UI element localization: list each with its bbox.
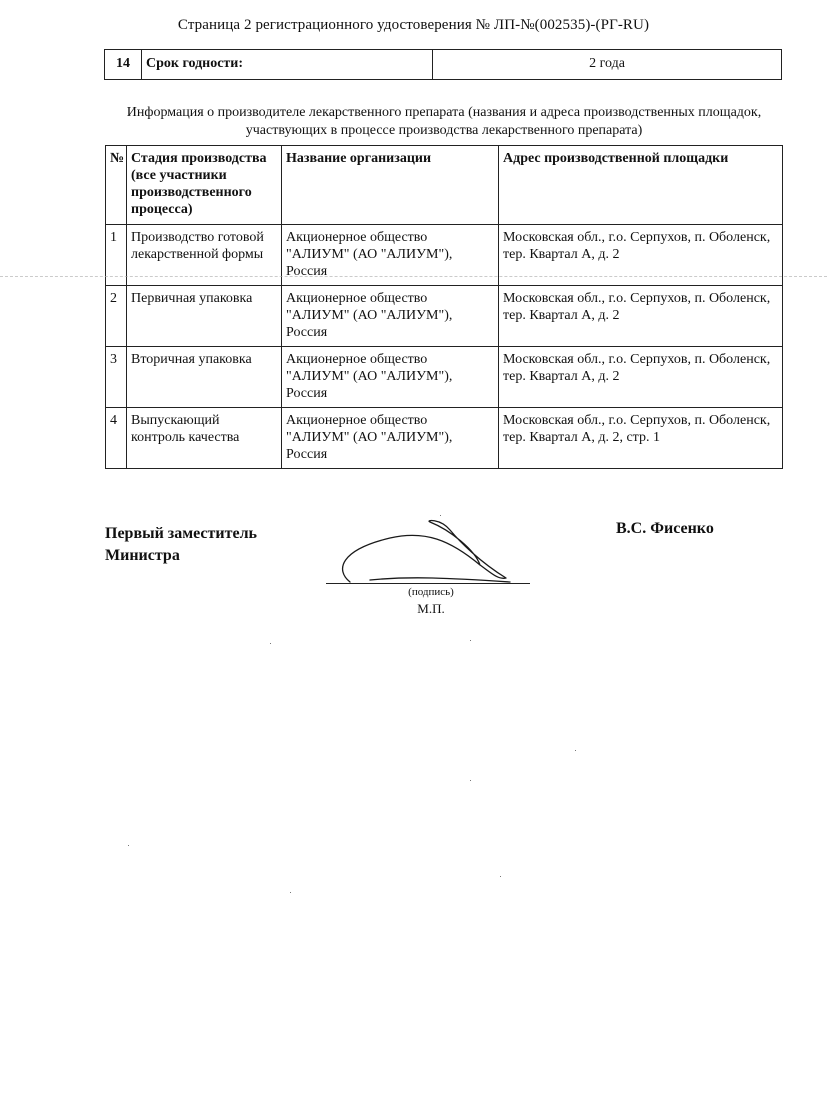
shelf-life-row [104, 49, 782, 80]
row-org: Акционерное общество "АЛИУМ" (АО "АЛИУМ"), Россия [282, 225, 499, 286]
row-address: Московская обл., г.о. Серпухов, п. Оболенск, тер. Квартал А, д. 2 [499, 347, 783, 408]
signature-line [326, 583, 530, 584]
manufacturer-table [105, 145, 783, 469]
shelf-life-label: Срок годности: [142, 50, 433, 79]
row-address: Московская обл., г.о. Серпухов, п. Оболенск, тер. Квартал А, д. 2, стр. 1 [499, 408, 783, 469]
row-stage: Вторичная упаковка [127, 347, 282, 408]
manufacturer-intro: Информация о производителе лекарственного препарата (названия и адреса производственных площадок, участвующих в процессе производства лекарственного препарата) [126, 105, 762, 138]
scan-speck [270, 643, 271, 644]
scan-speck [575, 750, 576, 751]
header-num: № [106, 146, 127, 225]
scan-artifact-line [0, 276, 827, 278]
handwritten-signature [330, 510, 530, 590]
table-header-row [106, 146, 783, 225]
signatory-name: В.С. Фисенко [616, 520, 714, 537]
row-num: 2 [106, 286, 127, 347]
row-num: 3 [106, 347, 127, 408]
table-row [106, 408, 783, 469]
row-org: Акционерное общество "АЛИУМ" (АО "АЛИУМ"), Россия [282, 408, 499, 469]
seal-label: М.П. [417, 601, 445, 616]
header-stage: Стадия производства (все участники производственного процесса) [127, 146, 282, 225]
shelf-life-number: 14 [105, 50, 142, 79]
row-num: 1 [106, 225, 127, 286]
signature-caption: (подпись) [408, 586, 454, 598]
row-org: Акционерное общество "АЛИУМ" (АО "АЛИУМ"), Россия [282, 286, 499, 347]
page-header: Страница 2 регистрационного удостоверения № ЛП-№(002535)-(РГ-RU) [177, 17, 650, 33]
signatory-title: Первый заместитель Министра [105, 525, 257, 564]
scan-speck [470, 780, 471, 781]
table-row [106, 347, 783, 408]
row-num: 4 [106, 408, 127, 469]
row-stage: Первичная упаковка [127, 286, 282, 347]
scan-speck [128, 845, 129, 846]
scan-speck [500, 876, 501, 877]
table-row [106, 286, 783, 347]
header-address: Адрес производственной площадки [499, 146, 783, 225]
row-address: Московская обл., г.о. Серпухов, п. Оболенск, тер. Квартал А, д. 2 [499, 225, 783, 286]
scan-speck [470, 640, 471, 641]
row-org: Акционерное общество "АЛИУМ" (АО "АЛИУМ"), Россия [282, 347, 499, 408]
shelf-life-value: 2 года [589, 56, 625, 71]
row-stage: Производство готовой лекарственной формы [127, 225, 282, 286]
row-address: Московская обл., г.о. Серпухов, п. Оболенск, тер. Квартал А, д. 2 [499, 286, 783, 347]
scan-speck [440, 515, 441, 516]
row-stage: Выпускающий контроль качества [127, 408, 282, 469]
scan-speck [290, 892, 291, 893]
header-org: Название организации [282, 146, 499, 225]
